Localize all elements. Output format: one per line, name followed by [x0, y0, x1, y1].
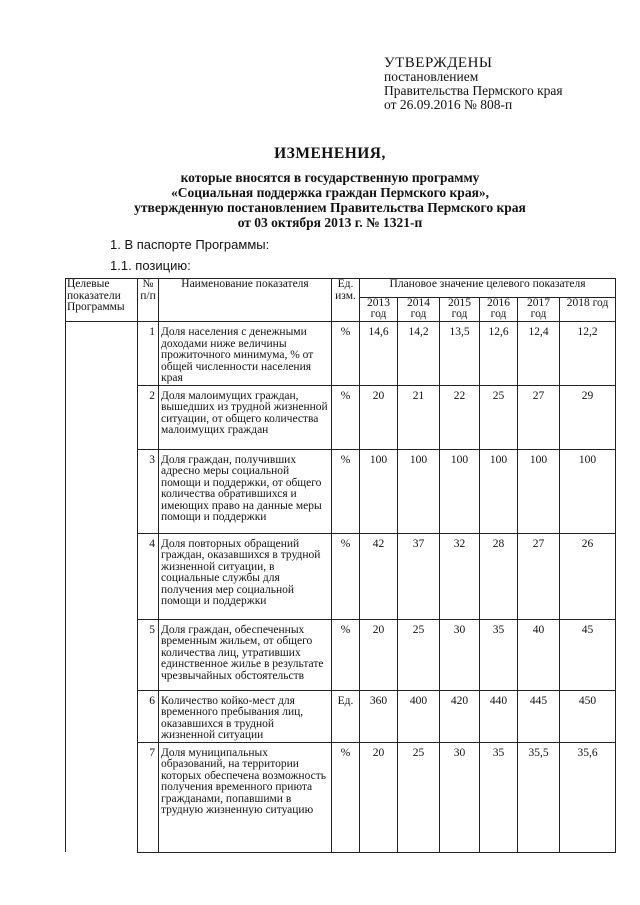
indicators-table	[65, 278, 616, 853]
title-heading: ИЗМЕНЕНИЯ,	[274, 145, 386, 162]
indicator-value: 35,6	[560, 742, 616, 852]
indicator-value: 14,6	[360, 322, 398, 386]
approval-line-1: постановлением	[384, 69, 479, 84]
indicator-value: 100	[480, 449, 518, 533]
indicator-value: 32	[440, 533, 480, 619]
indicator-value: 12,4	[518, 322, 560, 386]
indicator-value: 29	[560, 385, 616, 449]
indicator-value: 445	[518, 690, 560, 742]
indicator-value: 22	[440, 385, 480, 449]
header-name: Наименование показателя	[159, 279, 332, 322]
indicator-value: 20	[360, 742, 398, 852]
title-line-2: «Социальная поддержка граждан Пермского края»,	[170, 185, 489, 200]
target-cell	[66, 690, 138, 742]
target-cell	[66, 449, 138, 533]
section-1-1: 1.1. позицию:	[110, 258, 191, 273]
indicator-value: 28	[480, 533, 518, 619]
header-year	[398, 298, 440, 322]
indicator-value: 25	[398, 742, 440, 852]
indicator-value: 37	[398, 533, 440, 619]
approval-block	[384, 56, 634, 112]
approval-line-3: от 26.09.2016 № 808-п	[384, 97, 513, 112]
indicator-unit: %	[332, 322, 360, 386]
table-row	[66, 619, 616, 690]
header-year	[560, 298, 616, 322]
header-year-number: 2016	[487, 297, 510, 309]
header-planned: Плановое значение целевого показателя	[360, 279, 616, 298]
indicator-value: 450	[560, 690, 616, 742]
row-number: 7	[138, 742, 159, 852]
indicator-value: 440	[480, 690, 518, 742]
indicator-value: 40	[518, 619, 560, 690]
indicator-value: 14,2	[398, 322, 440, 386]
indicator-value: 100	[518, 449, 560, 533]
header-year-label: год	[490, 307, 507, 320]
table-row	[66, 690, 616, 742]
title-line-4: от 03 октября 2013 г. № 1321-п	[237, 215, 423, 230]
indicator-value: 27	[518, 385, 560, 449]
header-year	[440, 298, 480, 322]
approval-line-2: Правительства Пермского края	[384, 83, 563, 98]
indicator-value: 100	[398, 449, 440, 533]
title-line-1: которые вносятся в государственную программу	[180, 170, 480, 185]
header-year	[518, 298, 560, 322]
indicator-value: 42	[360, 533, 398, 619]
approval-heading: УТВЕРЖДЕНЫ	[384, 55, 493, 71]
indicator-value: 30	[440, 619, 480, 690]
header-year-label: год	[530, 307, 547, 320]
indicator-value: 420	[440, 690, 480, 742]
indicator-name: Доля повторных обращений граждан, оказавшихся в трудной жизненной ситуации, в социальные службы для получения мер социальной помощи и поддержки	[159, 533, 332, 619]
indicator-value: 400	[398, 690, 440, 742]
row-number: 2	[138, 385, 159, 449]
indicator-name: Доля граждан, получивших адресно меры социальной помощи и поддержки, от общего количества обратившихся и имеющих право на данные меры помощи и поддержки	[159, 449, 332, 533]
indicator-value: 26	[560, 533, 616, 619]
row-number: 1	[138, 322, 159, 386]
indicator-value: 13,5	[440, 322, 480, 386]
header-year-label: год	[451, 307, 468, 320]
indicator-unit: %	[332, 619, 360, 690]
target-cell	[66, 322, 138, 386]
target-cell	[66, 533, 138, 619]
table-row	[66, 322, 616, 386]
row-number: 5	[138, 619, 159, 690]
indicator-value: 35	[480, 742, 518, 852]
indicator-value: 25	[480, 385, 518, 449]
header-year-number: 2017	[527, 297, 550, 309]
indicator-value: 35,5	[518, 742, 560, 852]
indicator-name: Доля населения с денежными доходами ниже величины прожиточного минимума, % от общей численности населения края	[159, 322, 332, 386]
header-no: № п/п	[138, 279, 159, 322]
target-cell	[66, 385, 138, 449]
indicator-value: 100	[360, 449, 398, 533]
title-line-3: утвержденную постановлением Правительства Пермского края	[134, 200, 526, 215]
target-cell	[66, 619, 138, 690]
indicator-value: 100	[440, 449, 480, 533]
indicator-value: 20	[360, 385, 398, 449]
row-number: 6	[138, 690, 159, 742]
indicator-value: 12,2	[560, 322, 616, 386]
indicator-unit: %	[332, 449, 360, 533]
indicator-value: 20	[360, 619, 398, 690]
header-year-number: 2014	[407, 297, 430, 309]
table-row	[66, 533, 616, 619]
indicator-value: 12,6	[480, 322, 518, 386]
table-row	[66, 385, 616, 449]
header-unit: Ед. изм.	[332, 279, 360, 322]
target-cell	[66, 742, 138, 852]
indicator-value: 30	[440, 742, 480, 852]
row-number: 3	[138, 449, 159, 533]
indicator-name: Доля малоимущих граждан, вышедших из трудной жизненной ситуации, от общего количества малоимущих граждан	[159, 385, 332, 449]
header-year-label: год	[410, 307, 427, 320]
indicator-value: 360	[360, 690, 398, 742]
indicator-name: Доля граждан, обеспеченных временным жильем, от общего количества лиц, утративших единственное жилье в результате чрезвычайных обстоятельств	[159, 619, 332, 690]
indicator-value: 100	[560, 449, 616, 533]
indicator-value: 21	[398, 385, 440, 449]
header-year	[360, 298, 398, 322]
header-year-number: 2018 год	[566, 297, 609, 309]
document-title	[60, 146, 600, 230]
indicator-value: 45	[560, 619, 616, 690]
indicator-name: Количество койко-мест для временного пребывания лиц, оказавшихся в трудной жизненной ситуации	[159, 690, 332, 742]
header-target: Целевые показатели Программы	[66, 279, 138, 322]
indicator-unit: %	[332, 742, 360, 852]
indicator-unit: %	[332, 385, 360, 449]
table-row	[66, 449, 616, 533]
header-year	[480, 298, 518, 322]
indicator-value: 27	[518, 533, 560, 619]
indicator-unit: Ед.	[332, 690, 360, 742]
header-year-label: год	[370, 307, 387, 320]
section-1: 1. В паспорте Программы:	[110, 237, 270, 252]
indicator-value: 35	[480, 619, 518, 690]
indicator-name: Доля муниципальных образований, на территории которых обеспечена возможность получения временного приюта гражданами, попавшими в трудную жизненную ситуацию	[159, 742, 332, 852]
header-year-number: 2013	[367, 297, 390, 309]
header-year-number: 2015	[448, 297, 471, 309]
indicator-unit: %	[332, 533, 360, 619]
indicator-value: 25	[398, 619, 440, 690]
row-number: 4	[138, 533, 159, 619]
table-row	[66, 742, 616, 852]
